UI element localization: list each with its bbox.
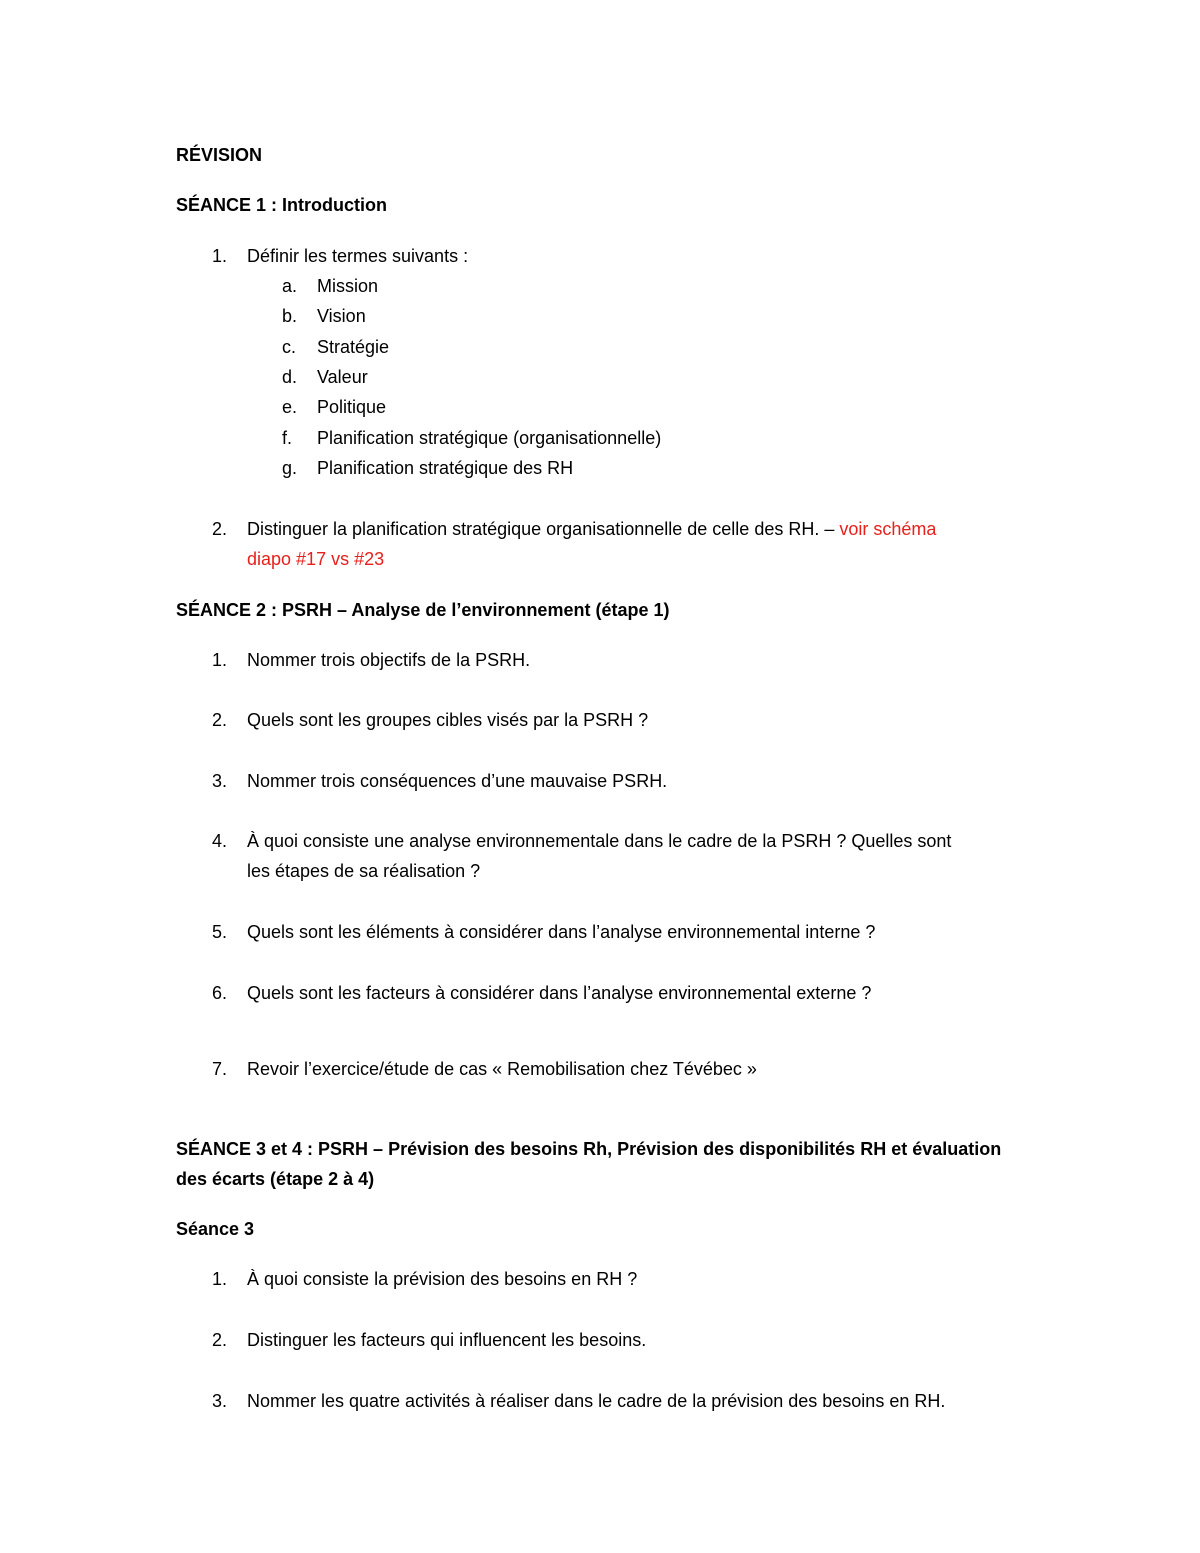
list-item: Nommer trois conséquences d’une mauvaise PSRH. — [247, 771, 668, 791]
sub-list-item: Mission — [317, 276, 379, 296]
sub-list-letter: c. — [282, 337, 297, 357]
list-item — [247, 517, 936, 541]
document-title: RÉVISION — [176, 145, 263, 165]
sub-list-item: Vision — [317, 306, 366, 326]
list-number: 2. — [212, 519, 228, 539]
section-heading-seance-2: SÉANCE 2 : PSRH – Analyse de l’environnement (étape 1) — [176, 600, 670, 620]
sub-list-item: Stratégie — [317, 337, 390, 357]
list-number: 2. — [212, 710, 228, 730]
section-heading-seance-1: SÉANCE 1 : Introduction — [176, 195, 387, 215]
list-number: 4. — [212, 831, 228, 851]
list-number: 7. — [212, 1059, 228, 1079]
section-heading-seance-3-4: SÉANCE 3 et 4 : PSRH – Prévision des besoins Rh, Prévision des disponibilités RH et évaluation — [176, 1139, 1002, 1159]
sub-list-letter: d. — [282, 367, 298, 387]
list-number: 1. — [212, 650, 228, 670]
list-number: 6. — [212, 983, 228, 1003]
sub-list-letter: b. — [282, 306, 298, 326]
list-number: 1. — [212, 246, 228, 266]
reference-note-continued: diapo #17 vs #23 — [247, 549, 385, 569]
sub-list-item: Planification stratégique des RH — [317, 458, 574, 478]
list-item-continued: les étapes de sa réalisation ? — [247, 861, 481, 881]
list-number: 3. — [212, 1391, 228, 1411]
sub-list-letter: a. — [282, 276, 298, 296]
sub-list-letter: f. — [282, 428, 293, 448]
list-item: Définir les termes suivants : — [247, 246, 469, 266]
section-heading-seance-3-4-continued: des écarts (étape 2 à 4) — [176, 1169, 375, 1189]
list-number: 1. — [212, 1269, 228, 1289]
list-item: Quels sont les facteurs à considérer dans l’analyse environnemental externe ? — [247, 983, 872, 1003]
list-item: Quels sont les éléments à considérer dans l’analyse environnemental interne ? — [247, 922, 876, 942]
sub-list-item: Planification stratégique (organisationnelle) — [317, 428, 662, 448]
sub-list-item: Valeur — [317, 367, 368, 387]
subheading-seance-3: Séance 3 — [176, 1219, 255, 1239]
sub-list-item: Politique — [317, 397, 387, 417]
list-item: Revoir l’exercice/étude de cas « Remobilisation chez Tévébec » — [247, 1059, 757, 1079]
list-item: À quoi consiste la prévision des besoins en RH ? — [247, 1269, 638, 1289]
list-item: Quels sont les groupes cibles visés par la PSRH ? — [247, 710, 649, 730]
list-number: 2. — [212, 1330, 228, 1350]
list-number: 3. — [212, 771, 228, 791]
list-item: Nommer les quatre activités à réaliser dans le cadre de la prévision des besoins en RH. — [247, 1391, 946, 1411]
list-number: 5. — [212, 922, 228, 942]
list-item: Nommer trois objectifs de la PSRH. — [247, 650, 531, 670]
sub-list-letter: e. — [282, 397, 298, 417]
list-item-text: Distinguer la planification stratégique organisationnelle de celle des RH. – — [247, 519, 840, 539]
sub-list-letter: g. — [282, 458, 298, 478]
list-item: Distinguer les facteurs qui influencent les besoins. — [247, 1330, 647, 1350]
reference-note: voir schéma — [839, 519, 937, 539]
list-item: À quoi consiste une analyse environnementale dans le cadre de la PSRH ? Quelles sont — [247, 831, 952, 851]
